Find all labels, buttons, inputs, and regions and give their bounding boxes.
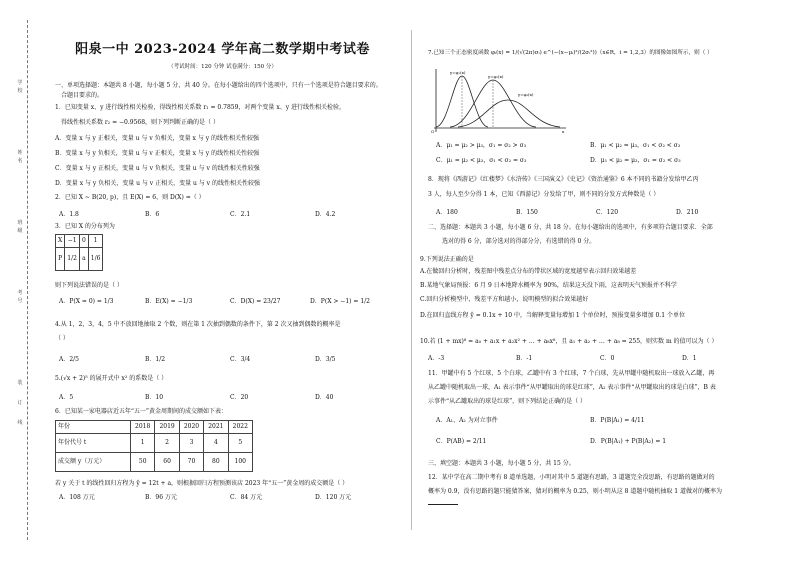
- option: D．μ₁ < μ₂ = μ₃，σ₁ = σ₂ < σ₃: [590, 157, 681, 164]
- axis-label-x: x: [562, 129, 565, 134]
- distribution-table: [55, 234, 103, 271]
- question-4-stem: 4.从 1，2，3，4，5 中不放回地抽取 2 个数，则在第 1 次抽到偶数的条件下，第 2 次又抽到偶数的概率是: [55, 321, 341, 328]
- gutter-label: 装: [17, 380, 23, 386]
- option: C．120: [596, 209, 619, 216]
- table-cell: 年份: [56, 421, 131, 434]
- section-heading: 二、选择题：本题共 3 小题，每小题 6 分，共 18 分。在每小题给出的选项中，有多项符合题目要求．全部: [428, 224, 713, 231]
- option: A．180: [436, 209, 458, 216]
- option: C.回归分析模型中，残差平方和越小，说明模型的拟合效果越好: [420, 296, 589, 303]
- table-cell: 1: [131, 434, 155, 453]
- option: D.在回归直线方程 ŷ = 0.1x + 10 中，当解释变量每增加 1 个单位时，预报变量多增加 0.1 个单位: [420, 312, 685, 319]
- option: B．6: [145, 211, 160, 218]
- option: B．μ₁ < μ₂ = μ₃，σ₁ < σ₂ < σ₃: [590, 142, 681, 149]
- curve-label-3: y=φ₃(x): [518, 92, 534, 97]
- option: B．-1: [516, 355, 533, 362]
- option: B．10: [145, 394, 164, 401]
- gutter-label: 姓: [17, 150, 23, 156]
- exam-info: （考试时间：120 分钟 试卷满分：150 分）: [168, 64, 277, 70]
- table-cell: 2020: [179, 421, 203, 434]
- gutter-label: 名: [17, 158, 23, 164]
- table-cell: 成交额 y（万元）: [56, 453, 131, 472]
- question-11-stem-cont: 从乙罐中随机取出一球，A₁ 表示事件“从甲罐取出的球是红球”，A₂ 表示事件“从甲罐取出的球是白球”，B 表: [428, 384, 716, 391]
- question-12-stem-cont: 概率为 0.9，没有思路的题只能猜答案，猜对的概率为 0.25，则小明从这 8 道题中随机抽取 1 道做对的概率为: [428, 488, 722, 495]
- option: A．2/5: [59, 356, 79, 363]
- gutter-label: 考: [17, 290, 23, 296]
- question-11-stem-cont: 示事件“从乙罐取出的球是红球”，则下列结论正确的是（ ）: [428, 398, 587, 405]
- option: A．1.8: [59, 211, 79, 218]
- table-cell: −1: [65, 235, 80, 248]
- question-7-stem: 7.已知三个正态密度函数 φᵢ(x) = 1/(√(2π)σᵢ) e^(−(x−μᵢ)²/(2σᵢ²))（x∈R，i = 1,2,3）的图像如图所示，则（ ）: [428, 50, 713, 56]
- question-3-stem: 3．已知 X 的分布列为: [55, 223, 115, 230]
- column-divider: [411, 30, 412, 530]
- gutter-label: 班: [17, 220, 23, 226]
- table-cell: X: [56, 235, 65, 248]
- option: A．P(X = 0) = 1/3: [59, 298, 114, 305]
- option: B．1/2: [145, 356, 166, 363]
- option: A.在做回归分析时，残差图中残差点分布的带状区域的宽度越窄表示回归效果越差: [420, 268, 637, 275]
- option: C．P(AB) = 2/11: [436, 438, 487, 445]
- left-column: [55, 0, 402, 562]
- table-cell: a: [79, 248, 88, 271]
- option: A．5: [59, 394, 74, 401]
- binding-line: [27, 20, 28, 540]
- table-cell: 2: [155, 434, 179, 453]
- option: C．D(X) = 23/27: [230, 298, 281, 305]
- page-title: 阳泉一中 2023-2024 学年高二数学期中考试卷: [75, 42, 370, 57]
- gutter-label: 线: [17, 420, 23, 426]
- option: A．108 万元: [59, 494, 95, 501]
- question-6-stem: 6．已知某一家电器店近五年“五一”黄金周期间的成交额如下表：: [55, 408, 227, 415]
- sales-table: [55, 420, 253, 472]
- table-cell: 2021: [204, 421, 228, 434]
- option: D．40: [315, 394, 334, 401]
- table-cell: 70: [179, 453, 203, 472]
- gutter-label: 号: [17, 298, 23, 304]
- table-cell: 2022: [228, 421, 252, 434]
- option: C．0: [600, 355, 615, 362]
- table-cell: 4: [204, 434, 228, 453]
- gutter-label: 学: [17, 80, 23, 86]
- question-5-stem: 5.(√x + 2)⁵ 的展开式中 x² 的系数是（ ）: [55, 375, 168, 382]
- question-10-stem: 10.若 (1 + mx)⁸ = a₀ + a₁x + a₂x² + … + a₈x⁸，且 a₁ + a₂ + … + a₈ = 255，则实数 m 的值可以为（ ）: [420, 338, 718, 345]
- gutter-label: 校: [17, 88, 23, 94]
- normal-density-figure: [430, 66, 570, 134]
- gutter-label: 级: [17, 228, 23, 234]
- curve-label-2: y=φ₂(x): [488, 74, 504, 79]
- option: A．μ₁ = μ₂ > μ₃，σ₁ = σ₂ > σ₃: [436, 142, 527, 149]
- table-cell: 80: [204, 453, 228, 472]
- table-cell: 1/6: [88, 248, 103, 271]
- question-1-stem: 1．已知变量 x、y 进行线性相关检验，得线性相关系数 r₁ = 0.7859，对两个变量 x、y 进行线性相关检验，: [55, 104, 346, 111]
- question-8-stem: 8．现将《西游记》《红楼梦》《水浒传》《三国演义》《史记》《资治通鉴》6 本不同的书籍分发给甲乙丙: [428, 176, 699, 183]
- question-6-stem-cont: 若 y 关于 t 的线性回归方程为 ŷ = 12t + a，则根据回归方程预测该店 2023 年“五一”黄金周的成交额是（ ）: [55, 480, 349, 487]
- question-2-stem: 2．已知 X ~ B(20, p)，且 E(X) = 6，则 D(X) =（ ）: [55, 194, 205, 201]
- option: C．μ₁ = μ₂ < μ₃，σ₁ < σ₂ = σ₃: [436, 157, 527, 164]
- option: D．120 万元: [315, 494, 352, 501]
- option: D．P(B|A₁) + P(B|A₂) = 1: [590, 438, 667, 445]
- section-heading-cont: 选对的得 6 分，部分选对的得部分分，有选错的得 0 分。: [442, 238, 596, 245]
- question-11-stem: 11．甲罐中有 5 个红球，5 个白球，乙罐中有 3 个红球，7 个白球，先从甲罐中随机取出一球放入乙罐，再: [428, 370, 715, 377]
- option: A．-3: [428, 355, 445, 362]
- table-cell: 0: [79, 235, 88, 248]
- section-heading: 三、填空题：本题共 3 小题，每小题 5 分，共 15 分。: [428, 460, 575, 467]
- question-8-stem-cont: 3 人，每人至少分得 1 本，已知《西游记》分发给了甲，则不同的分发方式种数是（ ）: [428, 191, 660, 198]
- option: D．P(X > −1) = 1/2: [310, 298, 370, 305]
- question-12-stem: 12．某中学在高二期中考有 8 道单选题，小明对其中 5 道题有思路，3 道题完全没思路，有思路的题做对的: [428, 474, 715, 481]
- option: B．E(X) = −1/3: [145, 298, 193, 305]
- table-cell: 1/2: [65, 248, 80, 271]
- table-cell: 2019: [155, 421, 179, 434]
- option: C．3/4: [230, 356, 251, 363]
- table-cell: 50: [131, 453, 155, 472]
- question-9-stem: 9.下列说法正确的是: [420, 256, 474, 263]
- table-cell: P: [56, 248, 65, 271]
- table-cell: 1: [88, 235, 103, 248]
- option: A．A₁、A₂ 为对立事件: [436, 417, 498, 424]
- option: C．2.1: [230, 211, 251, 218]
- right-column: [420, 0, 750, 562]
- option: A．变量 x 与 y 正相关，变量 u 与 v 负相关，变量 x 与 y 的线性相关性较强: [55, 135, 260, 142]
- question-4-stem-cont: （ ）: [55, 335, 69, 342]
- option: D．4.2: [315, 211, 336, 218]
- option: B．150: [516, 209, 538, 216]
- option: C．变量 x 与 y 正相关，变量 u 与 v 负相关，变量 u 与 v 的线性相关性较强: [55, 165, 260, 172]
- option: B．96 万元: [145, 494, 177, 501]
- answer-blank[interactable]: [428, 500, 458, 508]
- option: D．变量 x 与 y 负相关，变量 u 与 v 正相关，变量 u 与 v 的线性相关性较强: [55, 180, 260, 187]
- curve-label-1: y=φ₁(x): [450, 70, 466, 75]
- section-heading: 一、单项选择题：本题共 8 小题，每小题 5 分，共 40 分。在每小题给出的四个选项中，只有一个选项是符合题目要求的。: [55, 82, 382, 89]
- table-cell: 年份代号 t: [56, 434, 131, 453]
- table-cell: 60: [155, 453, 179, 472]
- gutter-label: 订: [17, 400, 23, 406]
- table-cell: 3: [179, 434, 203, 453]
- option: B.某地气象局预报：6 月 9 日本地降水概率为 90%，结果这天没下雨，这表明天气预报并不科学: [420, 282, 677, 289]
- binding-gutter: [15, 20, 37, 540]
- table-cell: 2018: [131, 421, 155, 434]
- question-1-stem-cont: 得线性相关系数 r₂ = −0.9568，则下列判断正确的是（ ）: [61, 119, 219, 126]
- origin-label: O: [431, 129, 435, 134]
- option: D．3/5: [315, 356, 336, 363]
- option: B．变量 x 与 y 负相关，变量 u 与 v 正相关，变量 x 与 y 的线性相关性较强: [55, 150, 260, 157]
- section-heading-cont: 合题目要求的。: [61, 92, 104, 99]
- option: D．1: [682, 355, 697, 362]
- option: C．20: [230, 394, 249, 401]
- table-cell: 100: [228, 453, 252, 472]
- option: D．210: [676, 209, 699, 216]
- table-cell: 5: [228, 434, 252, 453]
- option: C．84 万元: [230, 494, 263, 501]
- question-3-stem-cont: 则下列说法错误的是（ ）: [55, 282, 123, 289]
- option: B．P(B|A₁) = 4/11: [590, 417, 645, 424]
